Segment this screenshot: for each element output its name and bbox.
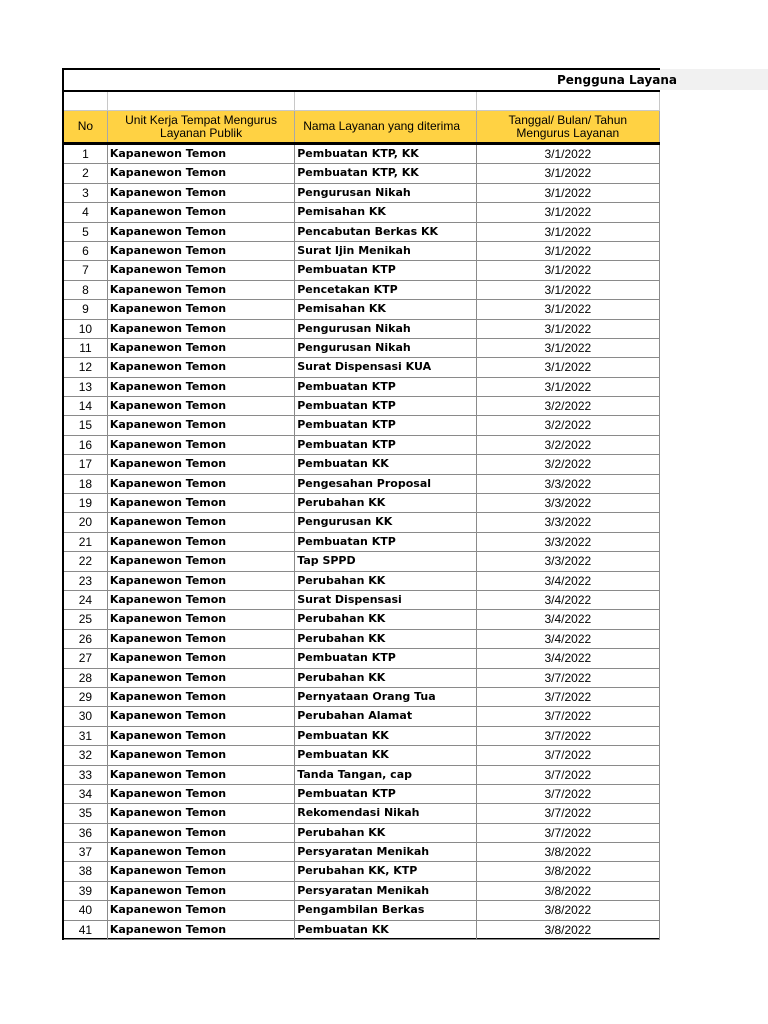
cell-layanan[interactable]: Rekomendasi Nikah	[295, 804, 476, 822]
cell-tanggal[interactable]: 3/1/2022	[477, 203, 660, 221]
cell-layanan[interactable]: Surat Ijin Menikah	[295, 242, 476, 260]
header-layanan: Nama Layanan yang diterima	[295, 111, 476, 142]
table-row	[64, 746, 660, 765]
cell-no[interactable]: 26	[64, 630, 108, 648]
cell-unit[interactable]: Kapanewon Temon	[108, 164, 295, 182]
cell-no[interactable]: 28	[64, 669, 108, 687]
cell-unit[interactable]: Kapanewon Temon	[108, 921, 295, 939]
cell-tanggal[interactable]: 3/7/2022	[477, 688, 660, 706]
cell-no[interactable]: 8	[64, 281, 108, 299]
cell-no[interactable]: 18	[64, 475, 108, 493]
cell-tanggal[interactable]: 3/1/2022	[477, 145, 660, 163]
cell-tanggal[interactable]: 3/2/2022	[477, 397, 660, 415]
cell-layanan[interactable]: Pembuatan KK	[295, 746, 476, 764]
cell-unit[interactable]: Kapanewon Temon	[108, 436, 295, 454]
cell-unit[interactable]: Kapanewon Temon	[108, 455, 295, 473]
cell-unit[interactable]: Kapanewon Temon	[108, 862, 295, 880]
sheet-title: Pengguna Layana	[557, 73, 677, 87]
spreadsheet-table	[62, 68, 677, 940]
cell-tanggal[interactable]: 3/3/2022	[477, 552, 660, 570]
cell-tanggal[interactable]: 3/4/2022	[477, 630, 660, 648]
cell-unit[interactable]: Kapanewon Temon	[108, 804, 295, 822]
cell-tanggal[interactable]: 3/4/2022	[477, 649, 660, 667]
table-body	[64, 145, 660, 940]
cell-unit[interactable]: Kapanewon Temon	[108, 649, 295, 667]
cell-tanggal[interactable]: 3/3/2022	[477, 533, 660, 551]
cell-layanan[interactable]: Pengurusan Nikah	[295, 339, 476, 357]
cell-unit[interactable]: Kapanewon Temon	[108, 358, 295, 376]
cell-no[interactable]: 2	[64, 164, 108, 182]
cell-layanan[interactable]: Pengurusan Nikah	[295, 320, 476, 338]
cell-layanan[interactable]: Pengurusan KK	[295, 513, 476, 531]
cell-no[interactable]: 25	[64, 610, 108, 628]
table-row	[64, 184, 660, 203]
table-row	[64, 203, 660, 222]
header-no: No	[64, 111, 108, 142]
cell-unit[interactable]: Kapanewon Temon	[108, 416, 295, 434]
table-row	[64, 339, 660, 358]
cell-tanggal[interactable]: 3/4/2022	[477, 591, 660, 609]
cell-no[interactable]: 4	[64, 203, 108, 221]
cell-tanggal[interactable]: 3/7/2022	[477, 669, 660, 687]
cell-layanan[interactable]: Pembuatan KK	[295, 455, 476, 473]
cell-layanan[interactable]: Perubahan KK	[295, 824, 476, 842]
table-row	[64, 669, 660, 688]
table-row	[64, 242, 660, 261]
cell-no[interactable]: 32	[64, 746, 108, 764]
blank-cell[interactable]	[295, 92, 476, 110]
cell-unit[interactable]: Kapanewon Temon	[108, 261, 295, 279]
cell-unit[interactable]: Kapanewon Temon	[108, 475, 295, 493]
table-row	[64, 688, 660, 707]
cell-layanan[interactable]: Pemisahan KK	[295, 203, 476, 221]
cell-unit[interactable]: Kapanewon Temon	[108, 281, 295, 299]
cell-tanggal[interactable]: 3/7/2022	[477, 746, 660, 764]
table-row	[64, 281, 660, 300]
cell-tanggal[interactable]: 3/1/2022	[477, 184, 660, 202]
cell-unit[interactable]: Kapanewon Temon	[108, 145, 295, 163]
table-row	[64, 552, 660, 571]
cell-layanan[interactable]: Pembuatan KTP	[295, 378, 476, 396]
cell-tanggal[interactable]: 3/1/2022	[477, 339, 660, 357]
cell-unit[interactable]: Kapanewon Temon	[108, 766, 295, 784]
cell-tanggal[interactable]: 3/7/2022	[477, 804, 660, 822]
blank-row	[64, 92, 660, 111]
cell-layanan[interactable]: Pembuatan KTP, KK	[295, 164, 476, 182]
cell-tanggal[interactable]: 3/8/2022	[477, 921, 660, 939]
cell-tanggal[interactable]: 3/1/2022	[477, 164, 660, 182]
cell-unit[interactable]: Kapanewon Temon	[108, 378, 295, 396]
table-row	[64, 843, 660, 862]
table-row	[64, 572, 660, 591]
cell-layanan[interactable]: Tanda Tangan, cap	[295, 766, 476, 784]
blank-cell[interactable]	[64, 92, 108, 110]
cell-layanan[interactable]: Pembuatan KTP	[295, 397, 476, 415]
table-row	[64, 397, 660, 416]
cell-unit[interactable]: Kapanewon Temon	[108, 882, 295, 900]
table-row	[64, 164, 660, 183]
cell-unit[interactable]: Kapanewon Temon	[108, 610, 295, 628]
cell-tanggal[interactable]: 3/7/2022	[477, 824, 660, 842]
cell-tanggal[interactable]: 3/3/2022	[477, 494, 660, 512]
cell-unit[interactable]: Kapanewon Temon	[108, 552, 295, 570]
cell-layanan[interactable]: Pembuatan KTP	[295, 785, 476, 803]
cell-no[interactable]: 20	[64, 513, 108, 531]
blank-cell[interactable]	[108, 92, 295, 110]
cell-unit[interactable]: Kapanewon Temon	[108, 223, 295, 241]
cell-layanan[interactable]: Pemisahan KK	[295, 300, 476, 318]
cell-unit[interactable]: Kapanewon Temon	[108, 824, 295, 842]
cell-no[interactable]: 16	[64, 436, 108, 454]
table-row	[64, 862, 660, 881]
cell-tanggal[interactable]: 3/1/2022	[477, 320, 660, 338]
cell-tanggal[interactable]: 3/1/2022	[477, 358, 660, 376]
cell-layanan[interactable]: Pembuatan KTP	[295, 436, 476, 454]
cell-unit[interactable]: Kapanewon Temon	[108, 669, 295, 687]
cell-no[interactable]: 9	[64, 300, 108, 318]
cell-layanan[interactable]: Perubahan Alamat	[295, 707, 476, 725]
cell-tanggal[interactable]: 3/1/2022	[477, 242, 660, 260]
cell-layanan[interactable]: Pengurusan Nikah	[295, 184, 476, 202]
cell-layanan[interactable]: Pengambilan Berkas	[295, 901, 476, 919]
cell-unit[interactable]: Kapanewon Temon	[108, 242, 295, 260]
cell-no[interactable]: 10	[64, 320, 108, 338]
cell-layanan[interactable]: Pembuatan KTP	[295, 261, 476, 279]
header-tanggal: Tanggal/ Bulan/ Tahun Mengurus Layanan	[477, 111, 660, 142]
cell-no[interactable]: 30	[64, 707, 108, 725]
cell-unit[interactable]: Kapanewon Temon	[108, 901, 295, 919]
cell-no[interactable]: 1	[64, 145, 108, 163]
cell-tanggal[interactable]: 3/1/2022	[477, 300, 660, 318]
table-row	[64, 145, 660, 164]
cell-tanggal[interactable]: 3/4/2022	[477, 610, 660, 628]
table-row	[64, 649, 660, 668]
cell-unit[interactable]: Kapanewon Temon	[108, 591, 295, 609]
title-row	[64, 70, 677, 92]
cell-layanan[interactable]: Surat Dispensasi KUA	[295, 358, 476, 376]
cell-tanggal[interactable]: 3/8/2022	[477, 882, 660, 900]
table-row	[64, 223, 660, 242]
cell-no[interactable]: 39	[64, 882, 108, 900]
cell-tanggal[interactable]: 3/3/2022	[477, 475, 660, 493]
cell-layanan[interactable]: Perubahan KK, KTP	[295, 862, 476, 880]
cell-layanan[interactable]: Surat Dispensasi	[295, 591, 476, 609]
cell-layanan[interactable]: Pernyataan Orang Tua	[295, 688, 476, 706]
cell-no[interactable]: 37	[64, 843, 108, 861]
cell-no[interactable]: 12	[64, 358, 108, 376]
cell-no[interactable]: 17	[64, 455, 108, 473]
cell-layanan[interactable]: Persyaratan Menikah	[295, 882, 476, 900]
table-row	[64, 300, 660, 319]
cell-unit[interactable]: Kapanewon Temon	[108, 843, 295, 861]
cell-tanggal[interactable]: 3/2/2022	[477, 436, 660, 454]
cell-no[interactable]: 31	[64, 727, 108, 745]
table-row	[64, 494, 660, 513]
cell-unit[interactable]: Kapanewon Temon	[108, 494, 295, 512]
cell-no[interactable]: 22	[64, 552, 108, 570]
cell-layanan[interactable]: Perubahan KK	[295, 669, 476, 687]
cell-layanan[interactable]: Pembuatan KK	[295, 921, 476, 939]
cell-tanggal[interactable]: 3/1/2022	[477, 223, 660, 241]
cell-layanan[interactable]: Pembuatan KK	[295, 727, 476, 745]
cell-tanggal[interactable]: 3/7/2022	[477, 727, 660, 745]
cell-unit[interactable]: Kapanewon Temon	[108, 513, 295, 531]
cell-tanggal[interactable]: 3/1/2022	[477, 281, 660, 299]
cell-no[interactable]: 27	[64, 649, 108, 667]
cell-unit[interactable]: Kapanewon Temon	[108, 533, 295, 551]
cell-no[interactable]: 14	[64, 397, 108, 415]
cell-no[interactable]: 29	[64, 688, 108, 706]
cell-tanggal[interactable]: 3/7/2022	[477, 785, 660, 803]
table-row	[64, 358, 660, 377]
table-row	[64, 261, 660, 280]
table-row	[64, 804, 660, 823]
cell-layanan[interactable]: Perubahan KK	[295, 572, 476, 590]
cell-tanggal[interactable]: 3/7/2022	[477, 766, 660, 784]
cell-layanan[interactable]: Tap SPPD	[295, 552, 476, 570]
header-unit: Unit Kerja Tempat Mengurus Layanan Publik	[108, 111, 295, 142]
table-row	[64, 591, 660, 610]
cell-tanggal[interactable]: 3/8/2022	[477, 901, 660, 919]
cell-layanan[interactable]: Perubahan KK	[295, 630, 476, 648]
cell-no[interactable]: 19	[64, 494, 108, 512]
table-row	[64, 921, 660, 940]
cell-tanggal[interactable]: 3/2/2022	[477, 416, 660, 434]
cell-unit[interactable]: Kapanewon Temon	[108, 339, 295, 357]
table-row	[64, 727, 660, 746]
table-row	[64, 707, 660, 726]
table-row	[64, 513, 660, 532]
blank-cell[interactable]	[477, 92, 660, 110]
cell-tanggal[interactable]: 3/8/2022	[477, 862, 660, 880]
cell-tanggal[interactable]: 3/1/2022	[477, 261, 660, 279]
table-row	[64, 610, 660, 629]
table-row	[64, 320, 660, 339]
cell-unit[interactable]: Kapanewon Temon	[108, 203, 295, 221]
cell-unit[interactable]: Kapanewon Temon	[108, 746, 295, 764]
table-row	[64, 475, 660, 494]
cell-layanan[interactable]: Pembuatan KTP	[295, 649, 476, 667]
cell-no[interactable]: 3	[64, 184, 108, 202]
table-row	[64, 630, 660, 649]
cell-no[interactable]: 38	[64, 862, 108, 880]
cell-unit[interactable]: Kapanewon Temon	[108, 572, 295, 590]
cell-no[interactable]: 33	[64, 766, 108, 784]
cell-unit[interactable]: Kapanewon Temon	[108, 785, 295, 803]
cell-unit[interactable]: Kapanewon Temon	[108, 707, 295, 725]
table-row	[64, 416, 660, 435]
cell-tanggal[interactable]: 3/1/2022	[477, 378, 660, 396]
cell-no[interactable]: 21	[64, 533, 108, 551]
cell-layanan[interactable]: Perubahan KK	[295, 494, 476, 512]
cell-no[interactable]: 36	[64, 824, 108, 842]
table-row	[64, 436, 660, 455]
cell-layanan[interactable]: Pembuatan KTP	[295, 416, 476, 434]
cell-no[interactable]: 23	[64, 572, 108, 590]
table-row	[64, 882, 660, 901]
cell-tanggal[interactable]: 3/4/2022	[477, 572, 660, 590]
cell-no[interactable]: 24	[64, 591, 108, 609]
cell-layanan[interactable]: Pengesahan Proposal	[295, 475, 476, 493]
cell-tanggal[interactable]: 3/3/2022	[477, 513, 660, 531]
cell-tanggal[interactable]: 3/2/2022	[477, 455, 660, 473]
cell-unit[interactable]: Kapanewon Temon	[108, 727, 295, 745]
cell-no[interactable]: 34	[64, 785, 108, 803]
table-row	[64, 824, 660, 843]
table-row	[64, 533, 660, 552]
cell-layanan[interactable]: Pembuatan KTP, KK	[295, 145, 476, 163]
cell-unit[interactable]: Kapanewon Temon	[108, 320, 295, 338]
cell-no[interactable]: 15	[64, 416, 108, 434]
cell-layanan[interactable]: Pencabutan Berkas KK	[295, 223, 476, 241]
cell-unit[interactable]: Kapanewon Temon	[108, 300, 295, 318]
table-row	[64, 785, 660, 804]
cell-no[interactable]: 11	[64, 339, 108, 357]
cell-no[interactable]: 35	[64, 804, 108, 822]
cell-layanan[interactable]: Perubahan KK	[295, 610, 476, 628]
cell-unit[interactable]: Kapanewon Temon	[108, 688, 295, 706]
cell-tanggal[interactable]: 3/7/2022	[477, 707, 660, 725]
table-row	[64, 901, 660, 920]
cell-no[interactable]: 7	[64, 261, 108, 279]
cell-no[interactable]: 6	[64, 242, 108, 260]
table-row	[64, 455, 660, 474]
cell-no[interactable]: 40	[64, 901, 108, 919]
cell-unit[interactable]: Kapanewon Temon	[108, 397, 295, 415]
table-row	[64, 378, 660, 397]
cell-unit[interactable]: Kapanewon Temon	[108, 184, 295, 202]
table-row	[64, 766, 660, 785]
cell-layanan[interactable]: Pencetakan KTP	[295, 281, 476, 299]
cell-no[interactable]: 13	[64, 378, 108, 396]
header-row	[64, 111, 660, 145]
cell-unit[interactable]: Kapanewon Temon	[108, 630, 295, 648]
cell-tanggal[interactable]: 3/8/2022	[477, 843, 660, 861]
cell-no[interactable]: 5	[64, 223, 108, 241]
cell-layanan[interactable]: Pembuatan KTP	[295, 533, 476, 551]
cell-no[interactable]: 41	[64, 921, 108, 939]
cell-layanan[interactable]: Persyaratan Menikah	[295, 843, 476, 861]
